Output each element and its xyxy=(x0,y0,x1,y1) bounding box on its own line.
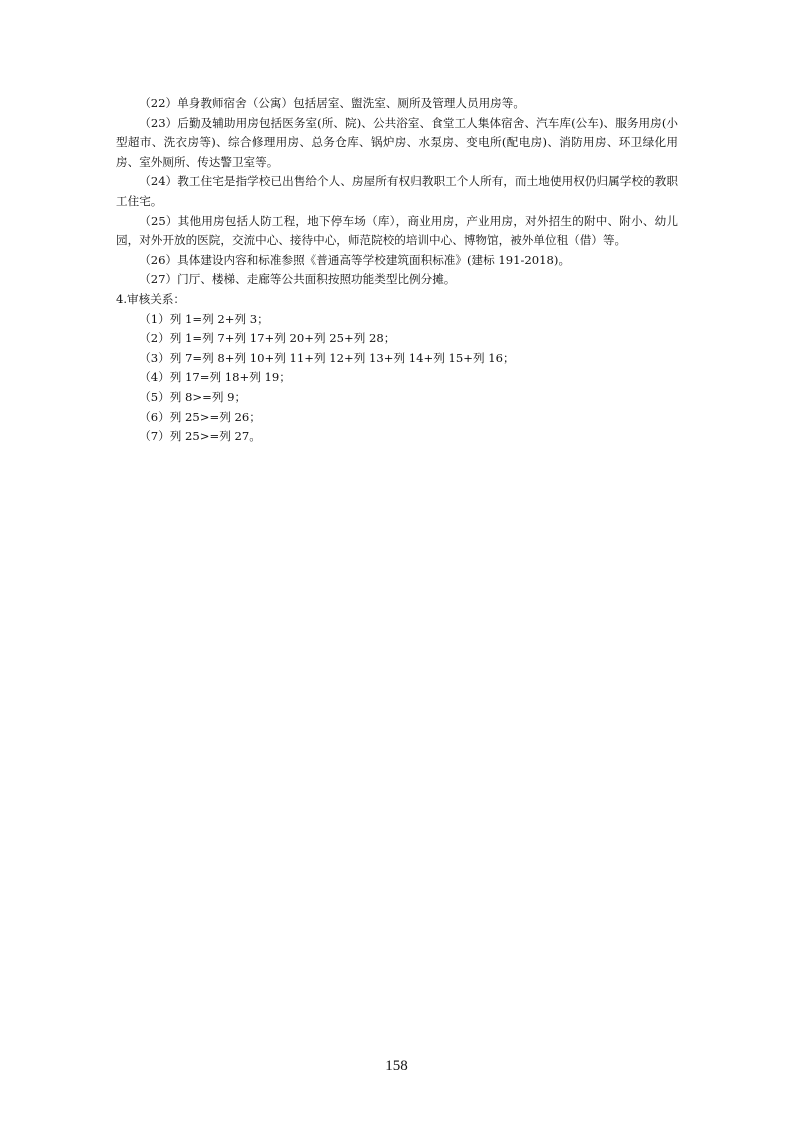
check-list xyxy=(116,310,678,447)
paragraph-26: （26）具体建设内容和标准参照《普通高等学校建筑面积标准》(建标 191-2018)。 xyxy=(139,252,571,267)
check-item-1: （1）列 1=列 2+列 3； xyxy=(139,311,269,326)
check-item-6: （6）列 25>=列 26； xyxy=(139,409,261,424)
check-item-2: （2）列 1=列 7+列 17+列 20+列 25+列 28； xyxy=(139,331,396,346)
document-body xyxy=(116,94,678,447)
paragraph-24: （24）教工住宅是指学校已出售给个人、房屋所有权归教职工个人所有，而土地使用权仍归属学校的教职工住宅。 xyxy=(116,174,678,208)
paragraph-22: （22）单身教师宿舍（公寓）包括居室、盥洗室、厕所及管理人员用房等。 xyxy=(139,96,525,110)
paragraph-25: （25）其他用房包括人防工程，地下停车场（库），商业用房，产业用房，对外招生的附中、附小、幼儿园，对外开放的医院，交流中心、接待中心，师范院校的培训中心、博物馆，被外单位租（借）等。 xyxy=(116,213,678,248)
paragraph-23: （23）后勤及辅助用房包括医务室(所、院)、公共浴室、食堂工人集体宿舍、汽车库(公车)、服务用房(小型超市、洗衣房等)、综合修理用房、总务仓库、锅炉房、水泵房、变电所(配电房)、消防用房、环卫绿化用房、室外厕所、传达警卫室等。 xyxy=(116,115,678,169)
page-number: 158 xyxy=(385,1058,408,1074)
check-item-5: （5）列 8>=列 9； xyxy=(139,389,247,404)
check-item-3: （3）列 7=列 8+列 10+列 11+列 12+列 13+列 14+列 15+列 16； xyxy=(139,350,515,365)
check-item-7: （7）列 25>=列 27。 xyxy=(139,429,261,444)
check-item-4: （4）列 17=列 18+列 19； xyxy=(139,370,291,385)
section-heading-audit-relations: 4.审核关系： xyxy=(116,291,186,306)
paragraph-27: （27）门厅、楼梯、走廊等公共面积按照功能类型比例分摊。 xyxy=(139,272,456,287)
